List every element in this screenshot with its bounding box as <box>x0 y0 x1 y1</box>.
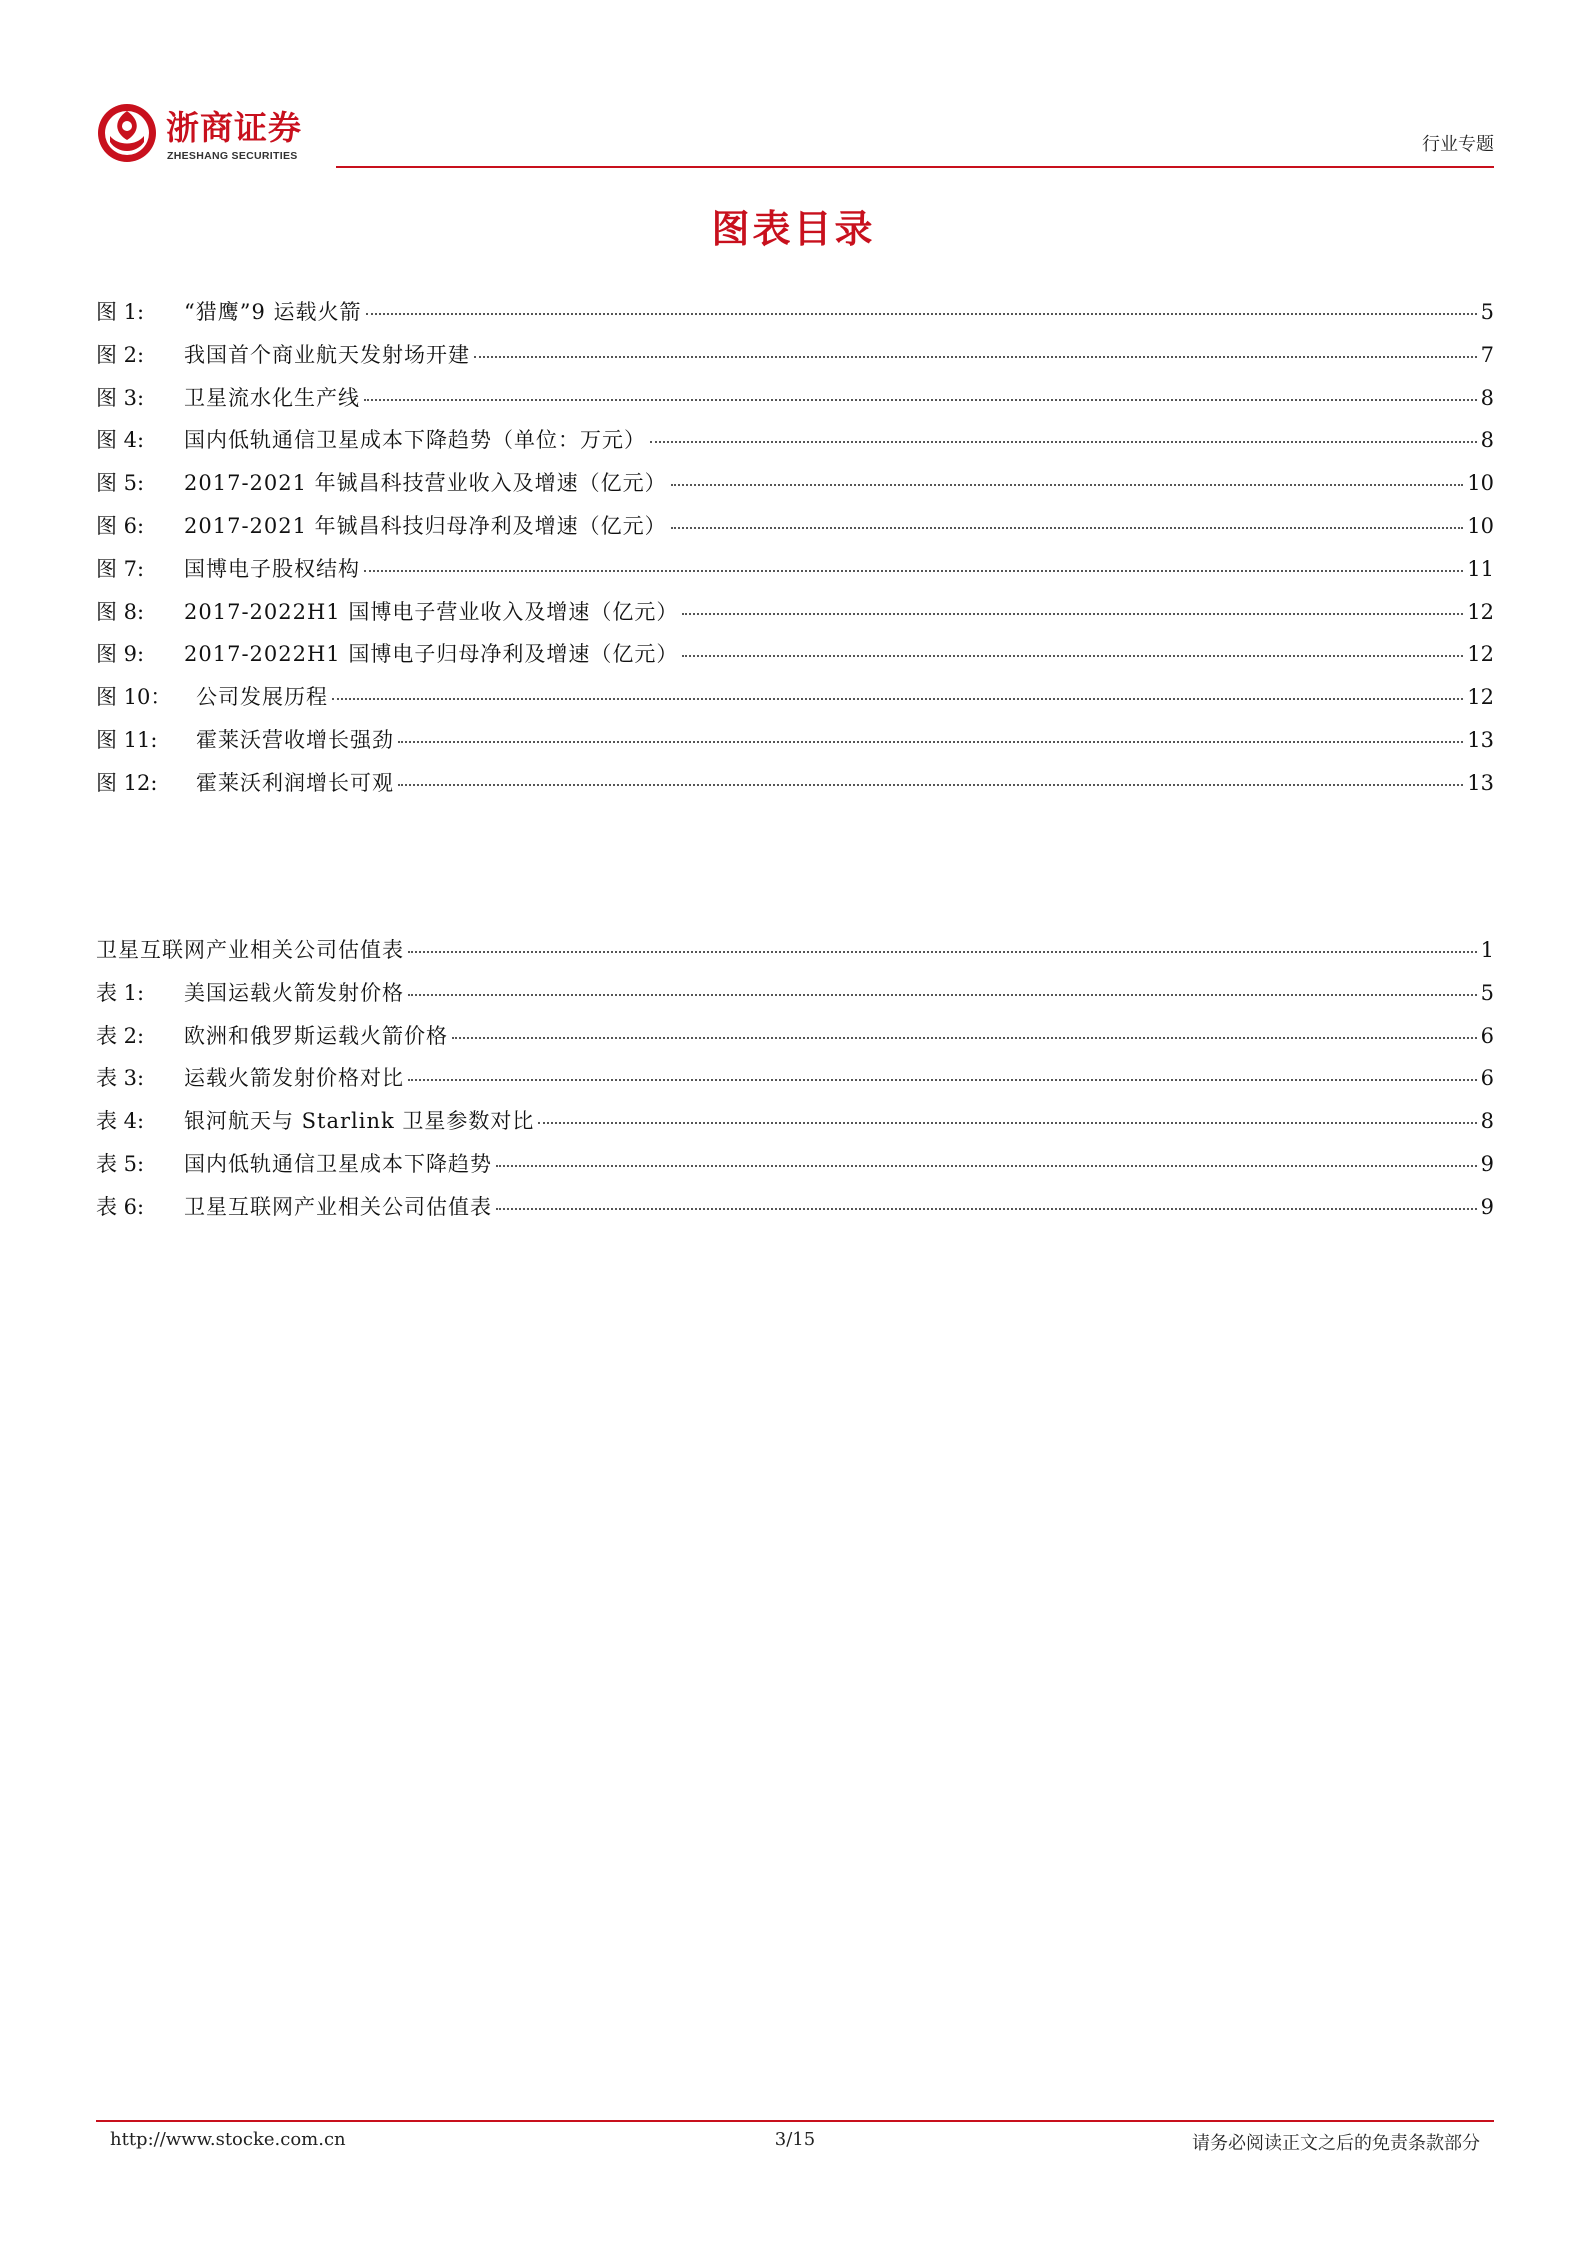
toc-entry-number: 表 5: <box>96 1151 145 1176</box>
header-divider <box>336 166 1494 168</box>
toc-entry-number: 图 11: <box>96 727 158 752</box>
toc-entry-title: 卫星互联网产业相关公司估值表 <box>96 938 404 962</box>
toc-entry-title: 卫星互联网产业相关公司估值表 <box>184 1194 492 1219</box>
figure-toc-entry[interactable] <box>96 424 1494 467</box>
page-header <box>96 98 1494 178</box>
toc-entry-title: 公司发展历程 <box>196 685 328 710</box>
page-number: 3/15 <box>774 2129 816 2150</box>
toc-dot-leader <box>452 1037 1477 1039</box>
toc-dot-leader <box>474 356 1477 358</box>
toc-entry-label <box>96 977 404 1007</box>
toc-page-number: 8 <box>1480 1109 1494 1134</box>
toc-entry-label <box>96 467 667 497</box>
zheshang-logo-icon <box>96 102 158 164</box>
figure-toc-entry[interactable] <box>96 596 1494 639</box>
toc-entry-number: 图 3: <box>96 385 145 410</box>
toc-page-number: 6 <box>1480 1066 1494 1091</box>
table-toc-entry[interactable] <box>96 1062 1494 1105</box>
zheshang-logo <box>96 98 346 173</box>
toc-entry-title: 运载火箭发射价格对比 <box>184 1066 404 1091</box>
table-toc-entry[interactable] <box>96 1105 1494 1148</box>
toc-entry-title: 卫星流水化生产线 <box>184 385 360 410</box>
toc-entry-title: 2017-2021 年铖昌科技归母净利及增速（亿元） <box>184 513 667 538</box>
figure-toc-entry[interactable] <box>96 510 1494 553</box>
disclaimer-note: 请务必阅读正文之后的免责条款部分 <box>1192 2133 1480 2154</box>
toc-page-number: 12 <box>1467 642 1494 667</box>
toc-entry-label <box>96 1191 492 1221</box>
toc-page-number: 9 <box>1480 1151 1494 1176</box>
toc-dot-leader <box>682 613 1463 615</box>
logo-chinese-name: 浙商证券 <box>166 108 302 147</box>
toc-dot-leader <box>538 1122 1476 1124</box>
toc-entry-number: 图 4: <box>96 428 145 453</box>
footer-url[interactable]: http://www.stocke.com.cn <box>110 2129 346 2150</box>
toc-page-number: 11 <box>1467 556 1494 581</box>
toc-page-number: 5 <box>1480 300 1494 324</box>
toc-entry-label <box>96 1062 404 1092</box>
toc-entry-number: 图 5: <box>96 471 145 496</box>
table-toc-entry[interactable] <box>96 1020 1494 1063</box>
table-toc-entry[interactable] <box>96 934 1494 977</box>
toc-entry-title: 霍莱沃利润增长可观 <box>196 770 394 795</box>
toc-entry-title: 霍莱沃营收增长强劲 <box>196 727 394 752</box>
toc-dot-leader <box>650 441 1477 443</box>
toc-page-number: 7 <box>1480 342 1494 367</box>
logo-english-name: ZHESHANG SECURITIES <box>167 150 298 162</box>
figure-toc-entry[interactable] <box>96 724 1494 767</box>
toc-dot-leader <box>496 1165 1477 1167</box>
table-toc-entry[interactable] <box>96 1148 1494 1191</box>
toc-page-number: 8 <box>1480 385 1494 410</box>
figure-list <box>96 296 1494 810</box>
toc-page-number: 13 <box>1467 770 1494 795</box>
toc-dot-leader <box>364 399 1477 401</box>
toc-entry-number: 图 12: <box>96 770 158 795</box>
toc-dot-leader <box>671 527 1464 529</box>
toc-entry-label <box>96 724 394 754</box>
figure-toc-entry[interactable] <box>96 553 1494 596</box>
footer-divider <box>96 2120 1494 2122</box>
toc-entry-number: 表 6: <box>96 1194 145 1219</box>
page-title: 图表目录 <box>711 207 876 251</box>
toc-dot-leader <box>398 784 1463 786</box>
toc-entry-title: 欧洲和俄罗斯运载火箭价格 <box>184 1023 448 1048</box>
toc-entry-label <box>96 681 328 711</box>
toc-entry-title: 国博电子股权结构 <box>184 556 360 581</box>
toc-entry-number: 表 4: <box>96 1109 145 1134</box>
toc-entry-title: 2017-2021 年铖昌科技营业收入及增速（亿元） <box>184 471 667 496</box>
page-footer <box>96 2120 1494 2160</box>
toc-entry-label <box>96 596 678 626</box>
toc-entry-label <box>96 934 404 964</box>
toc-dot-leader <box>332 698 1463 700</box>
toc-entry-number: 图 9: <box>96 642 145 667</box>
toc-entry-number: 表 1: <box>96 980 145 1005</box>
toc-entry-number: 图 6: <box>96 513 145 538</box>
table-toc-entry[interactable] <box>96 1191 1494 1234</box>
toc-entry-label <box>96 339 470 369</box>
toc-entry-number: 图 1: <box>96 300 145 324</box>
figure-toc-entry[interactable] <box>96 339 1494 382</box>
figure-toc-entry[interactable] <box>96 638 1494 681</box>
toc-entry-number: 表 3: <box>96 1066 145 1091</box>
toc-entry-title: 我国首个商业航天发射场开建 <box>184 342 470 367</box>
toc-dot-leader <box>364 570 1463 572</box>
toc-entry-label <box>96 1148 492 1178</box>
toc-entry-label <box>96 553 360 583</box>
toc-page-number: 9 <box>1480 1194 1494 1219</box>
toc-entry-label <box>96 424 646 454</box>
toc-entry-label <box>96 296 362 326</box>
figure-toc-entry[interactable] <box>96 382 1494 425</box>
toc-entry-label <box>96 767 394 797</box>
toc-entry-title: 银河航天与 Starlink 卫星参数对比 <box>184 1109 535 1134</box>
figure-toc-entry[interactable] <box>96 767 1494 810</box>
toc-page-number: 5 <box>1480 980 1494 1005</box>
toc-entry-number: 表 2: <box>96 1023 145 1048</box>
toc-page-number: 1 <box>1480 938 1494 962</box>
toc-dot-leader <box>398 741 1463 743</box>
toc-entry-title: 国内低轨通信卫星成本下降趋势 <box>184 1151 492 1176</box>
toc-page-number: 12 <box>1467 685 1494 710</box>
toc-page-number: 8 <box>1480 428 1494 453</box>
toc-entry-number: 图 7: <box>96 556 145 581</box>
toc-entry-label <box>96 638 678 668</box>
toc-entry-title: 2017-2022H1 国博电子归母净利及增速（亿元） <box>184 642 679 667</box>
toc-entry-label <box>96 1105 534 1135</box>
table-toc-entry[interactable] <box>96 977 1494 1020</box>
toc-entry-number: 图 2: <box>96 342 145 367</box>
figure-toc-entry[interactable] <box>96 681 1494 724</box>
toc-page-number: 10 <box>1467 471 1494 496</box>
toc-entry-number: 图 8: <box>96 599 145 624</box>
report-category: 行业专题 <box>1422 134 1494 155</box>
toc-dot-leader <box>408 1079 1477 1081</box>
toc-dot-leader <box>682 655 1463 657</box>
toc-entry-title: “猎鹰”9 运载火箭 <box>184 300 362 324</box>
toc-entry-label <box>96 382 360 412</box>
toc-dot-leader <box>671 484 1464 486</box>
toc-dot-leader <box>408 951 1477 953</box>
figure-toc-entry[interactable] <box>96 296 1494 339</box>
table-list <box>96 934 1494 1234</box>
toc-entry-title: 2017-2022H1 国博电子营业收入及增速（亿元） <box>184 599 679 624</box>
toc-dot-leader <box>366 313 1477 315</box>
toc-entry-number: 图 10： <box>96 685 172 710</box>
toc-entry-title: 美国运载火箭发射价格 <box>184 980 404 1005</box>
toc-entry-label <box>96 1020 448 1050</box>
toc-page-number: 13 <box>1467 727 1494 752</box>
toc-page-number: 10 <box>1467 513 1494 538</box>
toc-page-number: 6 <box>1480 1023 1494 1048</box>
toc-page-number: 12 <box>1467 599 1494 624</box>
figure-toc-entry[interactable] <box>96 467 1494 510</box>
toc-dot-leader <box>496 1208 1477 1210</box>
toc-entry-title: 国内低轨通信卫星成本下降趋势（单位：万元） <box>184 428 646 453</box>
toc-entry-label <box>96 510 667 540</box>
toc-dot-leader <box>408 994 1477 996</box>
